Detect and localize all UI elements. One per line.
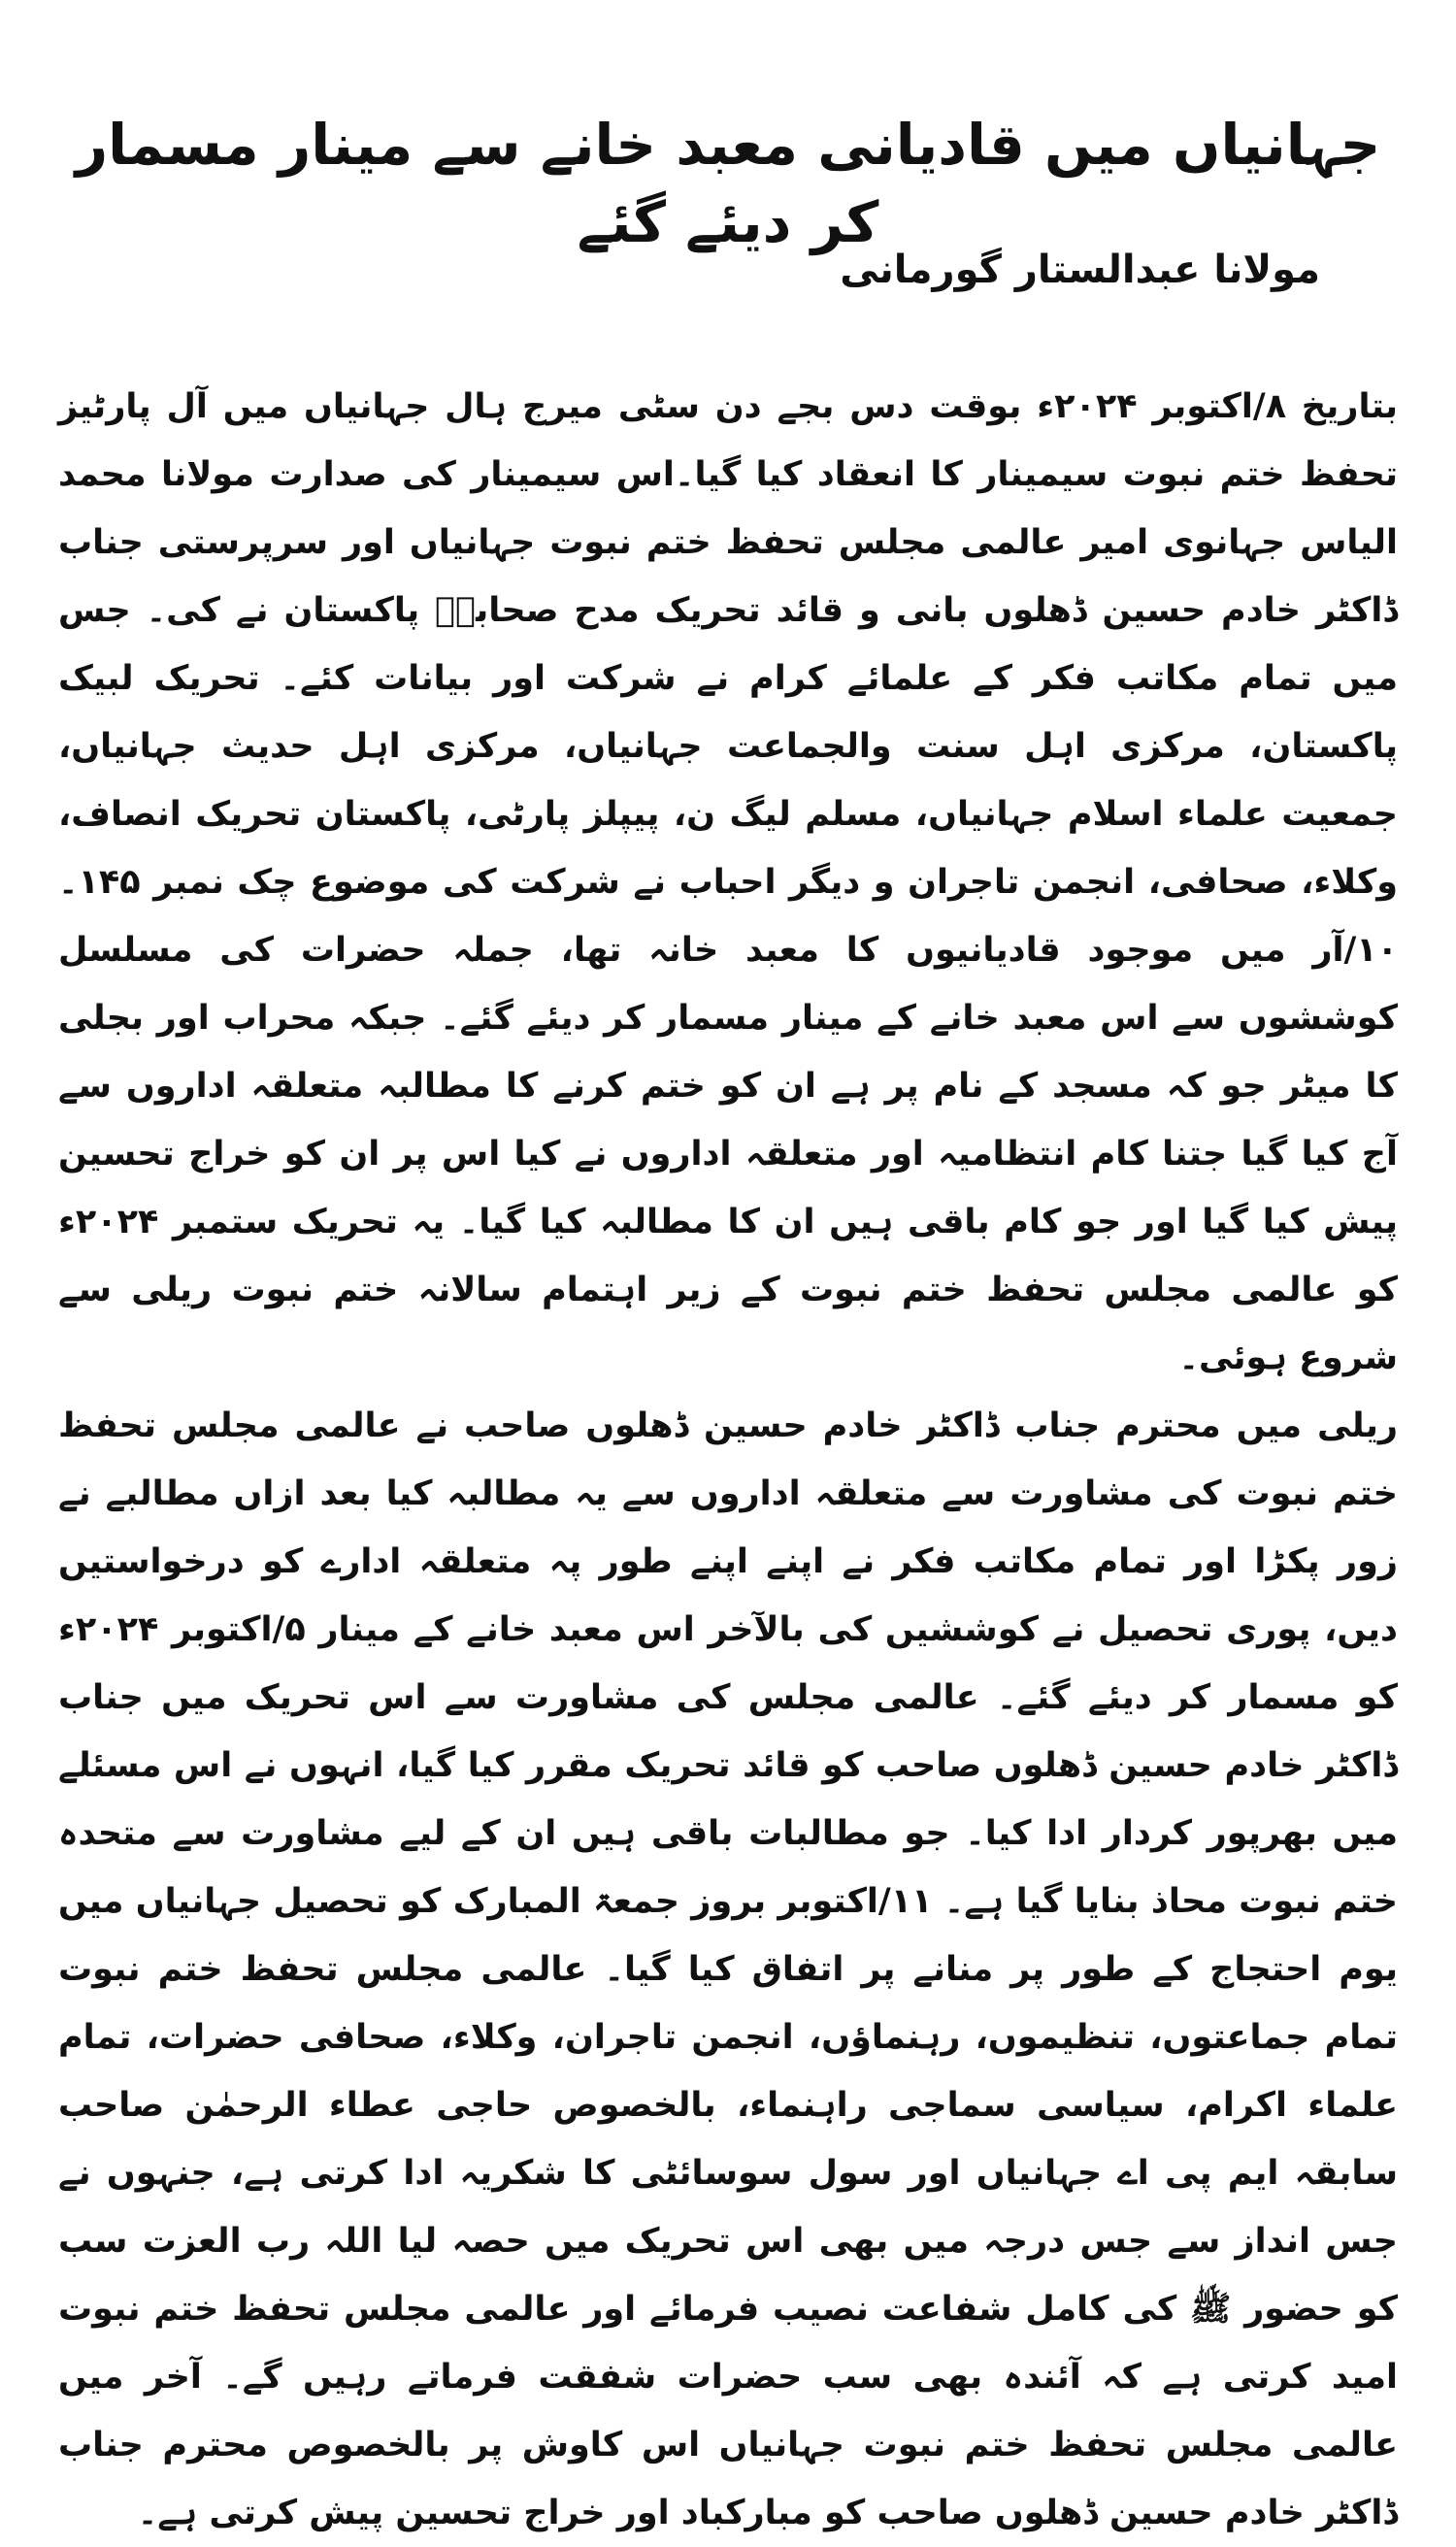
- article-paragraph-1: بتاریخ ۸/اکتوبر ۲۰۲۴ء بوقت دس بجے دن سٹی میرج ہال جہانیاں میں آل پارٹیز تحفظ ختم نبوت سیمینار کا انعقاد کیا گیا۔اس سیمینار کی صدارت مولانا محمد الیاس جہانوی امیر عالمی مجلس تحفظ ختم نبوت جہانیاں اور سرپرستی جناب ڈاکٹر خادم حسین ڈھلوں بانی و قائد تحریک مدح صحابہؓ پاکستان نے کی۔ جس میں تمام مکاتب فکر کے علمائے کرام نے شرکت اور بیانات کئے۔ تحریک لبیک پاکستان، مرکزی اہل سنت والجماعت جہانیاں، مرکزی اہل حدیث جہانیاں، جمعیت علماء اسلام جہانیاں، مسلم لیگ ن، پیپلز پارٹی، پاکستان تحریک انصاف، وکلاء، صحافی، انجمن تاجران و دیگر احباب نے شرکت کی موضوع چک نمبر ۱۴۵۔۱۰/آر میں موجود قادیانیوں کا معبد خانہ تھا، جملہ حضرات کی مسلسل کوششوں سے اس معبد خانے کے مینار مسمار کر دیئے گئے۔ جبکہ محراب اور بجلی کا میٹر جو کہ مسجد کے نام پر ہے ان کو ختم کرنے کا مطالبہ متعلقہ اداروں سے آج کیا گیا جتنا کام انتظامیہ اور متعلقہ اداروں نے کیا اس پر ان کو خراج تحسین پیش کیا گیا اور جو کام باقی ہیں ان کا مطالبہ کیا گیا۔ یہ تحریک ستمبر ۲۰۲۴ء کو عالمی مجلس تحفظ ختم نبوت کے زیر اہتمام سالانہ ختم نبوت ریلی سے شروع ہوئی۔: [58, 387, 1399, 1377]
- article-paragraph-2: ریلی میں محترم جناب ڈاکٹر خادم حسین ڈھلوں صاحب نے عالمی مجلس تحفظ ختم نبوت کی مشاورت سے متعلقہ اداروں سے یہ مطالبہ کیا بعد ازاں مطالبے نے زور پکڑا اور تمام مکاتب فکر نے اپنے اپنے طور پہ متعلقہ ادارے کو درخواستیں دیں، پوری تحصیل نے کوششیں کی بالآخر اس معبد خانے کے مینار ۵/اکتوبر ۲۰۲۴ء کو مسمار کر دیئے گئے۔ عالمی مجلس کی مشاورت سے اس تحریک میں جناب ڈاکٹر خادم حسین ڈھلوں صاحب کو قائد تحریک مقرر کیا گیا، انہوں نے اس مسئلے میں بھرپور کردار ادا کیا۔ جو مطالبات باقی ہیں ان کے لیے مشاورت سے متحدہ ختم نبوت محاذ بنایا گیا ہے۔ ۱۱/اکتوبر بروز جمعۃ المبارک کو تحصیل جہانیاں میں یوم احتجاج کے طور پر منانے پر اتفاق کیا گیا۔ عالمی مجلس تحفظ ختم نبوت تمام جماعتوں، تنظیموں، رہنماؤں، انجمن تاجران، وکلاء، صحافی حضرات، تمام علماء اکرام، سیاسی سماجی راہنماء، بالخصوص حاجی عطاء الرحمٰن صاحب سابقہ ایم پی اے جہانیاں اور سول سوسائٹی کا شکریہ ادا کرتی ہے، جنہوں نے جس انداز سے جس درجہ میں بھی اس تحریک میں حصہ لیا اللہ رب العزت سب کو حضور ﷺ کی کامل شفاعت نصیب فرمائے اور عالمی مجلس تحفظ ختم نبوت امید کرتی ہے کہ آئندہ بھی سب حضرات شفقت فرماتے رہیں گے۔ آخر میں عالمی مجلس تحفظ ختم نبوت جہانیاں اس کاوش پر بالخصوص محترم جناب ڈاکٹر خادم حسین ڈھلوں صاحب کو مبارکباد اور خراج تحسین پیش کرتی ہے۔: [58, 1406, 1398, 2532]
- article-body: [58, 373, 1398, 2547]
- article-author: مولانا عبدالستار گورمانی: [840, 248, 1320, 292]
- article-title: جہانیاں میں قادیانی معبد خانے سے مینار مسمار کر دیئے گئے: [75, 111, 1381, 255]
